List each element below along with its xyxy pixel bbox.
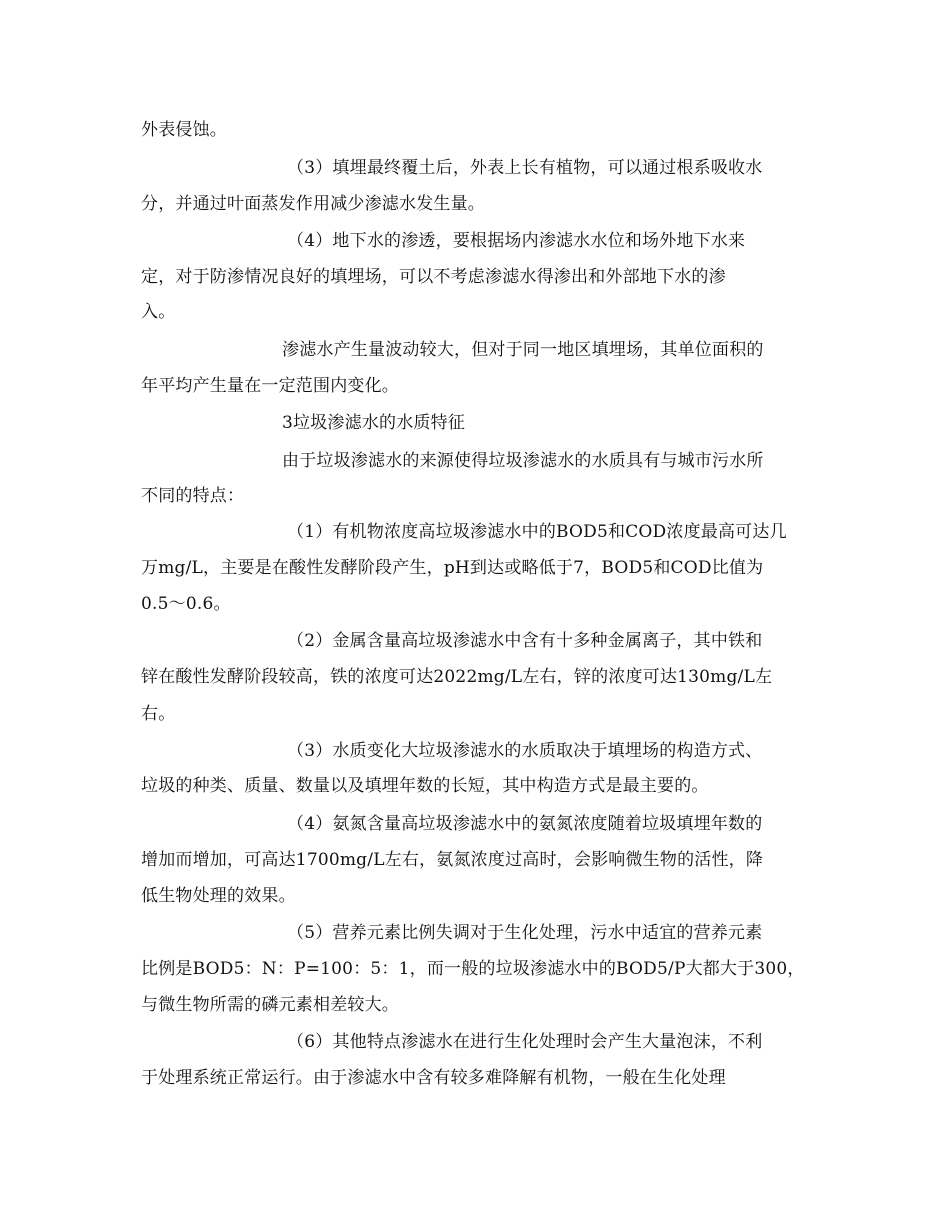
text-line: （3）填埋最终覆土后，外表上长有植物，可以通过根系吸收水 — [287, 158, 763, 178]
text-line: （2）金属含量高垃圾渗滤水中含有十多种金属离子，其中铁和 — [287, 631, 763, 651]
text-line: 与微生物所需的磷元素相差较大。 — [141, 995, 399, 1015]
text-line: （6）其他特点渗滤水在进行生化处理时会产生大量泡沫，不利 — [287, 1032, 763, 1052]
text-line: （3）水质变化大垃圾渗滤水的水质取决于填埋场的构造方式、 — [287, 741, 763, 761]
text-line: 于处理系统正常运行。由于渗滤水中含有较多难降解有机物，一般在生化处理 — [141, 1068, 726, 1088]
text-line: 入。 — [141, 302, 176, 322]
text-line: 0.5～0.6。 — [141, 594, 231, 614]
text-line: 右。 — [141, 704, 176, 724]
text-line: （1）有机物浓度高垃圾渗滤水中的BOD5和COD浓度最高可达几 — [287, 522, 787, 542]
text-line: （4）地下水的渗透，要根据场内渗滤水水位和场外地下水来 — [287, 231, 746, 251]
text-line: 定，对于防渗情况良好的填埋场，可以不考虑渗滤水得渗出和外部地下水的渗 — [141, 267, 726, 287]
text-line: （4）氨氮含量高垃圾渗滤水中的氨氮浓度随着垃圾填埋年数的 — [287, 814, 763, 834]
text-line: 低生物处理的效果。 — [141, 886, 296, 906]
text-line: 锌在酸性发酵阶段较高，铁的浓度可达2022mg/L左右，锌的浓度可达130mg/L左 — [141, 667, 773, 687]
text-line: 分，并通过叶面蒸发作用减少渗滤水发生量。 — [141, 194, 485, 214]
text-line: 比例是BOD5：N：P=100：5：1，而一般的垃圾渗滤水中的BOD5/P大都大于300， — [141, 959, 805, 979]
text-line: （5）营养元素比例失调对于生化处理，污水中适宜的营养元素 — [287, 923, 763, 943]
text-line: 渗滤水产生量波动较大，但对于同一地区填埋场，其单位面积的 — [282, 340, 764, 360]
text-line: 由于垃圾渗滤水的来源使得垃圾渗滤水的水质具有与城市污水所 — [282, 451, 764, 471]
text-line: 外表侵蚀。 — [141, 120, 227, 140]
text-line: 垃圾的种类、质量、数量以及填埋年数的长短，其中构造方式是最主要的。 — [141, 776, 709, 796]
text-line: 增加而增加，可高达1700mg/L左右，氨氮浓度过高时，会影响微生物的活性，降 — [141, 850, 764, 870]
text-line: 万mg/L，主要是在酸性发酵阶段产生，pH到达或略低于7，BOD5和COD比值为 — [141, 558, 764, 578]
section-heading: 3垃圾渗滤水的水质特征 — [282, 413, 466, 433]
text-line: 不同的特点： — [141, 486, 245, 506]
text-line: 年平均产生量在一定范围内变化。 — [141, 376, 399, 396]
